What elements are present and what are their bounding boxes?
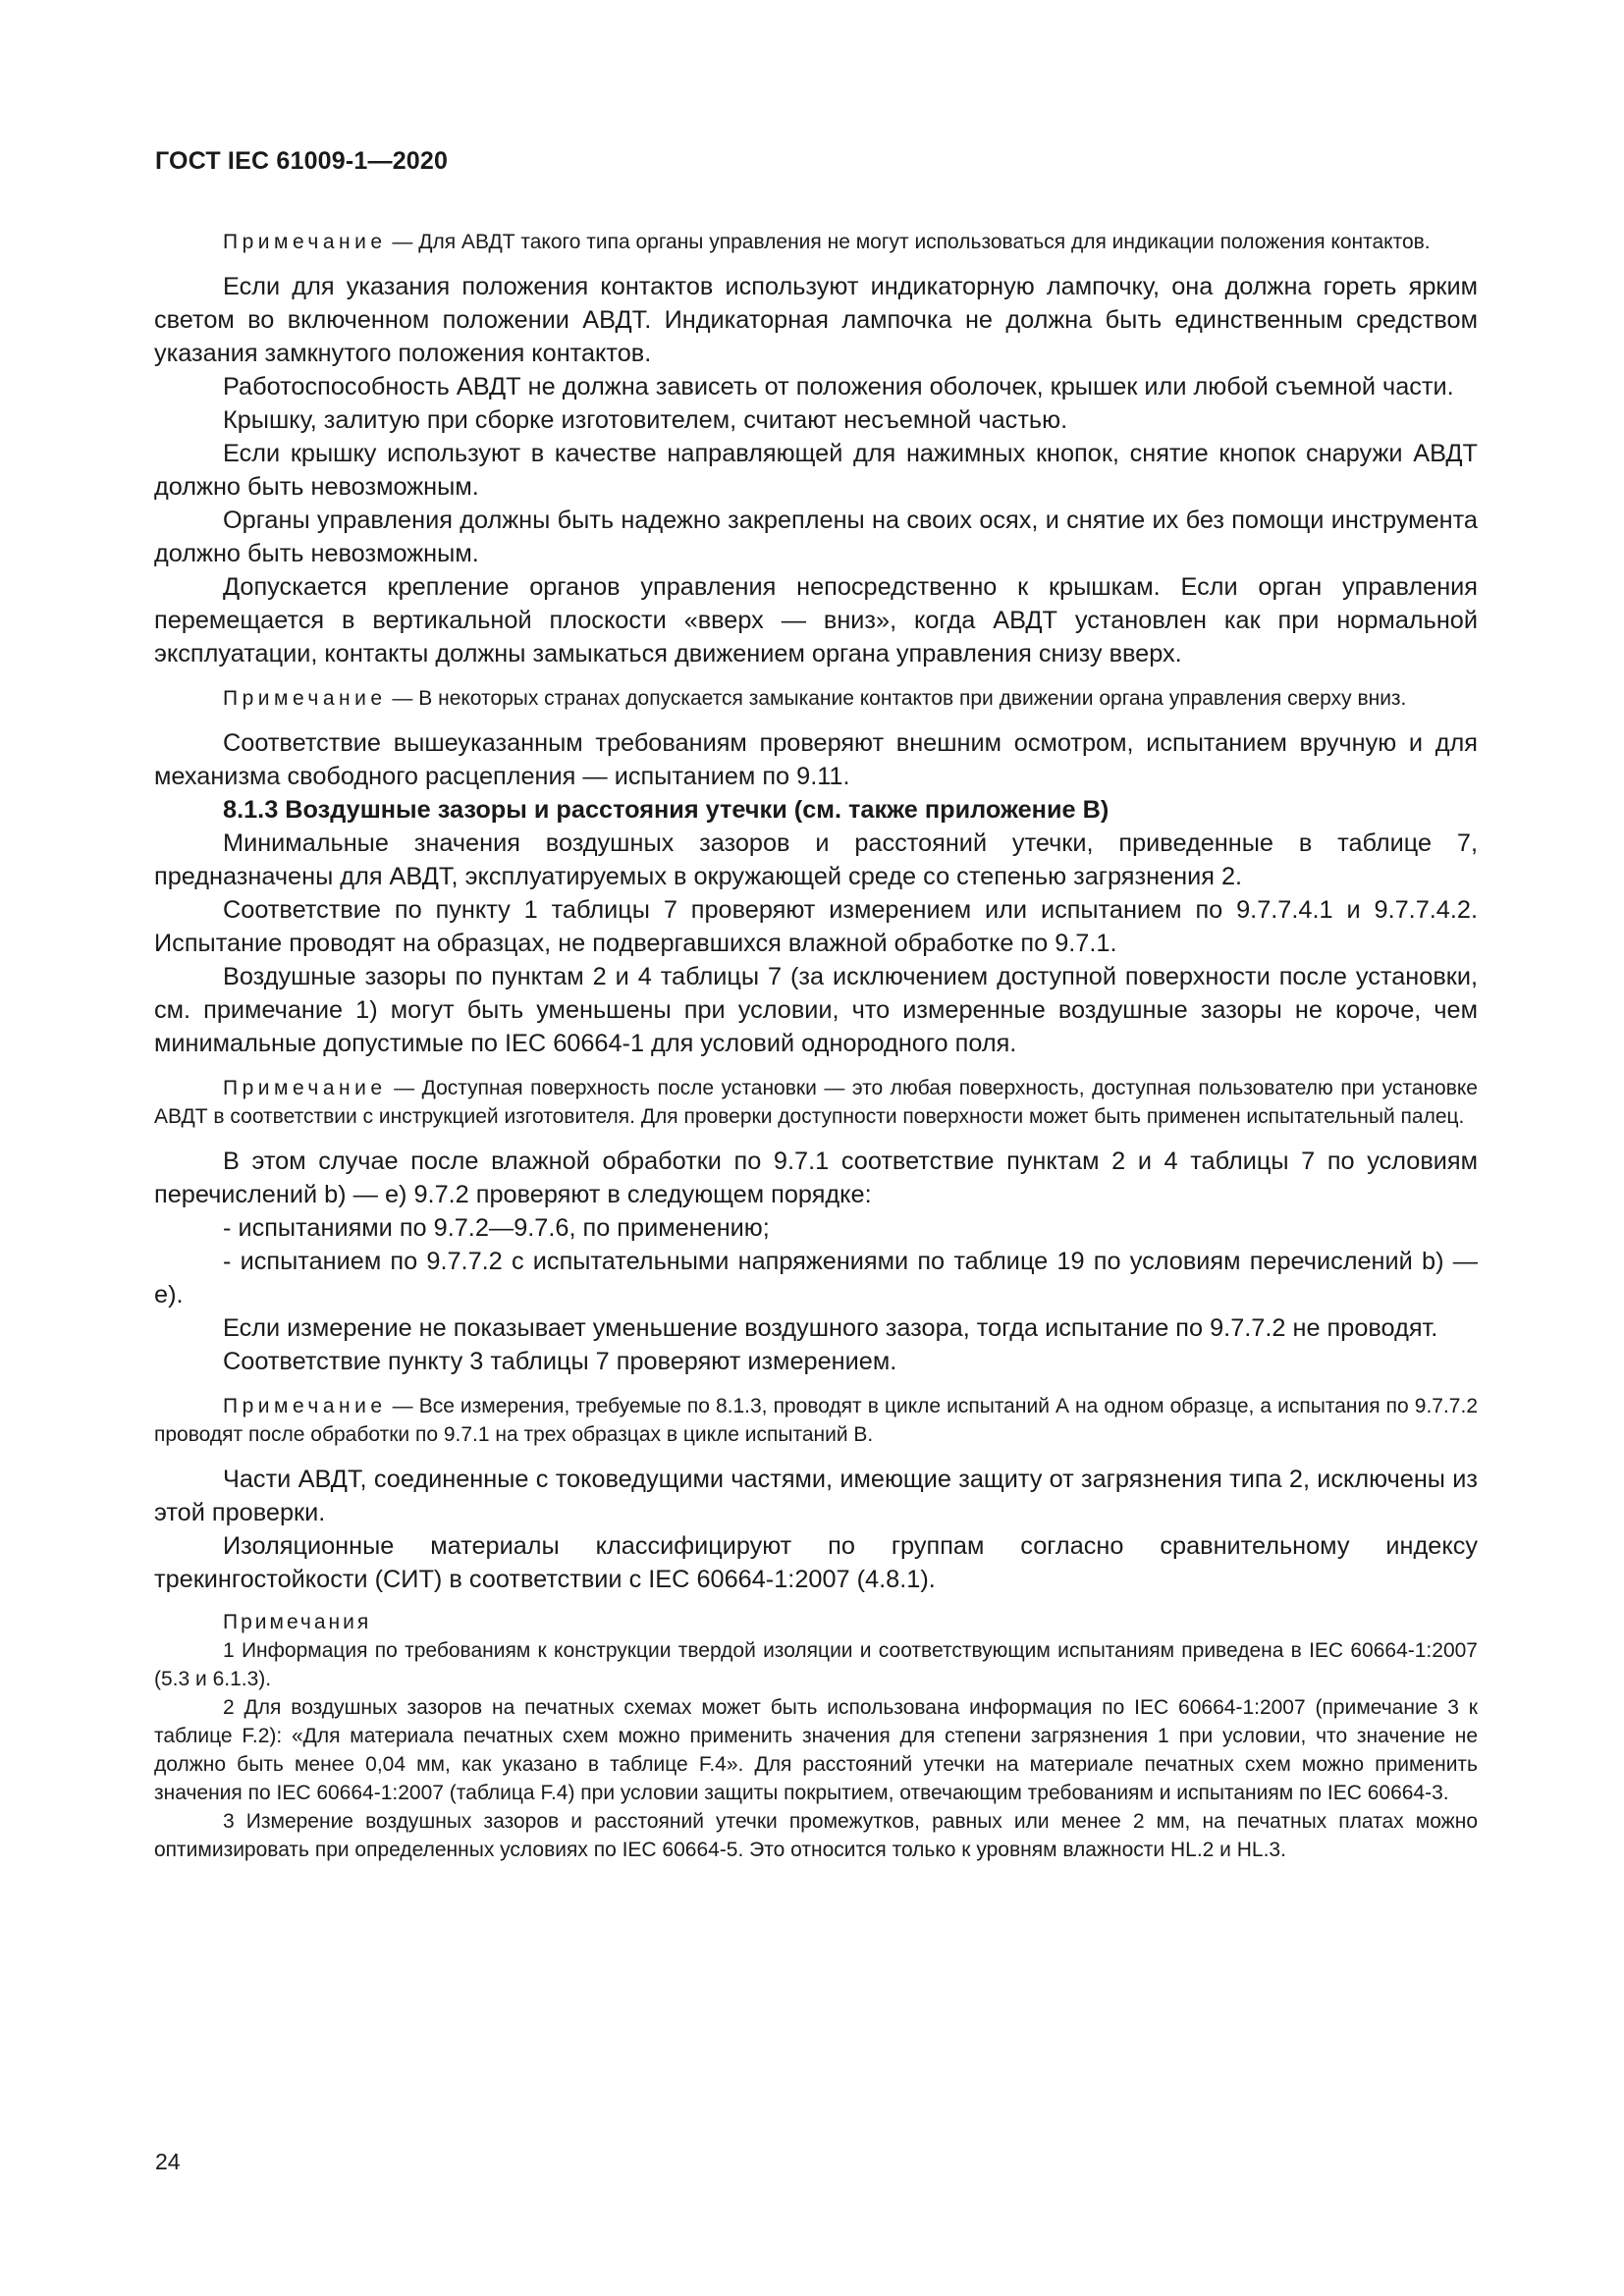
note-text: Для АВДТ такого типа органы управления не могут использоваться для индикации положения контактов. [418, 231, 1431, 253]
note-paragraph [154, 1074, 1478, 1131]
body-paragraph: Соответствие по пункту 1 таблицы 7 проверяют измерением или испытанием по 9.7.7.4.1 и 9.7.7.4.2. Испытание проводят на образцах, не подвергавшихся влажной обработке по 9.7.1. [154, 896, 1478, 957]
document-body [154, 218, 1478, 1864]
list-item: - испытаниями по 9.7.2—9.7.6, по применению; [223, 1214, 770, 1242]
section-heading: 8.1.3 Воздушные зазоры и расстояния утечки (см. также приложение В) [223, 796, 1110, 824]
body-paragraph: Минимальные значения воздушных зазоров и расстояний утечки, приведенные в таблице 7, предназначены для АВДТ, эксплуатируемых в окружающей среде со степенью загрязнения 2. [154, 829, 1478, 890]
document-code-header: ГОСТ IEC 61009-1—2020 [155, 147, 449, 175]
note-text: Все измерения, требуемые по 8.1.3, проводят в цикле испытаний А на одном образце, а испытания по 9.7.7.2 проводят после обработки по 9.7.1 на трех образцах в цикле испытаний В. [154, 1395, 1478, 1446]
body-paragraph: Соответствие вышеуказанным требованиям проверяют внешним осмотром, испытанием вручную и для механизма свободного расцепления — испытанием по 9.11. [154, 729, 1478, 790]
notes-title: Примечания [223, 1611, 372, 1633]
note-paragraph [154, 1392, 1478, 1449]
body-paragraph: Допускается крепление органов управления непосредственно к крышкам. Если орган управления перемещается в вертикальной плоскости «вверх — вниз», когда АВДТ установлен как при нормальной эксплуатации, контакты должны замыкаться движением органа управления снизу вверх. [154, 573, 1478, 667]
note-text: В некоторых странах допускается замыкание контактов при движении органа управления сверху вниз. [418, 687, 1407, 710]
note-paragraph [154, 684, 1478, 713]
body-paragraph: Воздушные зазоры по пунктам 2 и 4 таблицы 7 (за исключением доступной поверхности после установки, см. примечание 1) могут быть уменьшены при условии, что измеренные воздушные зазоры не короче, чем минимальные допустимые по IEC 60664-1 для условий однородного поля. [154, 963, 1478, 1057]
body-paragraph: Если для указания положения контактов используют индикаторную лампочку, она должна гореть ярким светом во включенном положении АВДТ. Индикаторная лампочка не должна быть единственным средством указания замкнутого положения контактов. [154, 273, 1478, 367]
page-number: 24 [155, 2149, 181, 2174]
body-paragraph: Если измерение не показывает уменьшение воздушного зазора, тогда испытание по 9.7.7.2 не проводят. [223, 1314, 1438, 1342]
body-paragraph: Крышку, залитую при сборке изготовителем, считают несъемной частью. [223, 406, 1068, 434]
note-paragraph [154, 228, 1478, 256]
note-label: Примечание [223, 231, 387, 253]
note-text: Доступная поверхность после установки — это любая поверхность, доступная пользователю при установке АВДТ в соответствии с инструкцией изготовителя. Для проверки доступности поверхности может быть применен испытательный палец. [154, 1077, 1478, 1128]
note-dash: — [392, 1395, 413, 1417]
body-paragraph: Если крышку используют в качестве направляющей для нажимных кнопок, снятие кнопок снаружи АВДТ должно быть невозможным. [154, 440, 1478, 501]
body-paragraph: Органы управления должны быть надежно закреплены на своих осях, и снятие их без помощи инструмента должно быть невозможным. [154, 507, 1478, 567]
body-paragraph: Части АВДТ, соединенные с токоведущими частями, имеющие защиту от загрязнения типа 2, исключены из этой проверки. [154, 1466, 1478, 1526]
body-paragraph: Соответствие пункту 3 таблицы 7 проверяют измерением. [223, 1348, 897, 1375]
note-label: Примечание [223, 1077, 387, 1099]
note-dash: — [392, 231, 413, 253]
list-item: - испытанием по 9.7.7.2 с испытательными напряжениями по таблице 19 по условиям перечислений b) — е). [154, 1248, 1478, 1308]
note-label: Примечание [223, 1395, 387, 1417]
body-paragraph: В этом случае после влажной обработки по 9.7.1 соответствие пунктам 2 и 4 таблицы 7 по условиям перечислений b) — е) 9.7.2 проверяют в следующем порядке: [154, 1148, 1478, 1208]
body-paragraph: Работоспособность АВДТ не должна зависеть от положения оболочек, крышек или любой съемной части. [223, 373, 1454, 400]
note-dash: — [394, 1077, 415, 1099]
notes-item: 2 Для воздушных зазоров на печатных схемах может быть использована информация по IEC 60664-1:2007 (примечание 3 к таблице F.2): «Для материала печатных схем можно применить значения для степени загрязнения 1 при условии, что значение не должно быть менее 0,04 мм, как указано в таблице F.4». Для расстояний утечки на материале печатных схем можно применить значения по IEC 60664-1:2007 (таблица F.4) при условии защиты покрытием, отвечающим требованиям и испытаниям по IEC 60664-3. [154, 1696, 1478, 1804]
note-dash: — [392, 687, 413, 710]
body-paragraph: Изоляционные материалы классифицируют по группам согласно сравнительному индексу трекингостойкости (СИТ) в соответствии с IEC 60664-1:2007 (4.8.1). [154, 1532, 1478, 1593]
notes-block [154, 1608, 1478, 1864]
notes-item: 3 Измерение воздушных зазоров и расстояний утечки промежутков, равных или менее 2 мм, на печатных платах можно оптимизировать при определенных условиях по IEC 60664-5. Это относится только к уровням влажности HL.2 и HL.3. [154, 1810, 1478, 1861]
note-label: Примечание [223, 687, 387, 710]
notes-item: 1 Информация по требованиям к конструкции твердой изоляции и соответствующим испытаниям приведена в IEC 60664-1:2007 (5.3 и 6.1.3). [154, 1639, 1478, 1690]
